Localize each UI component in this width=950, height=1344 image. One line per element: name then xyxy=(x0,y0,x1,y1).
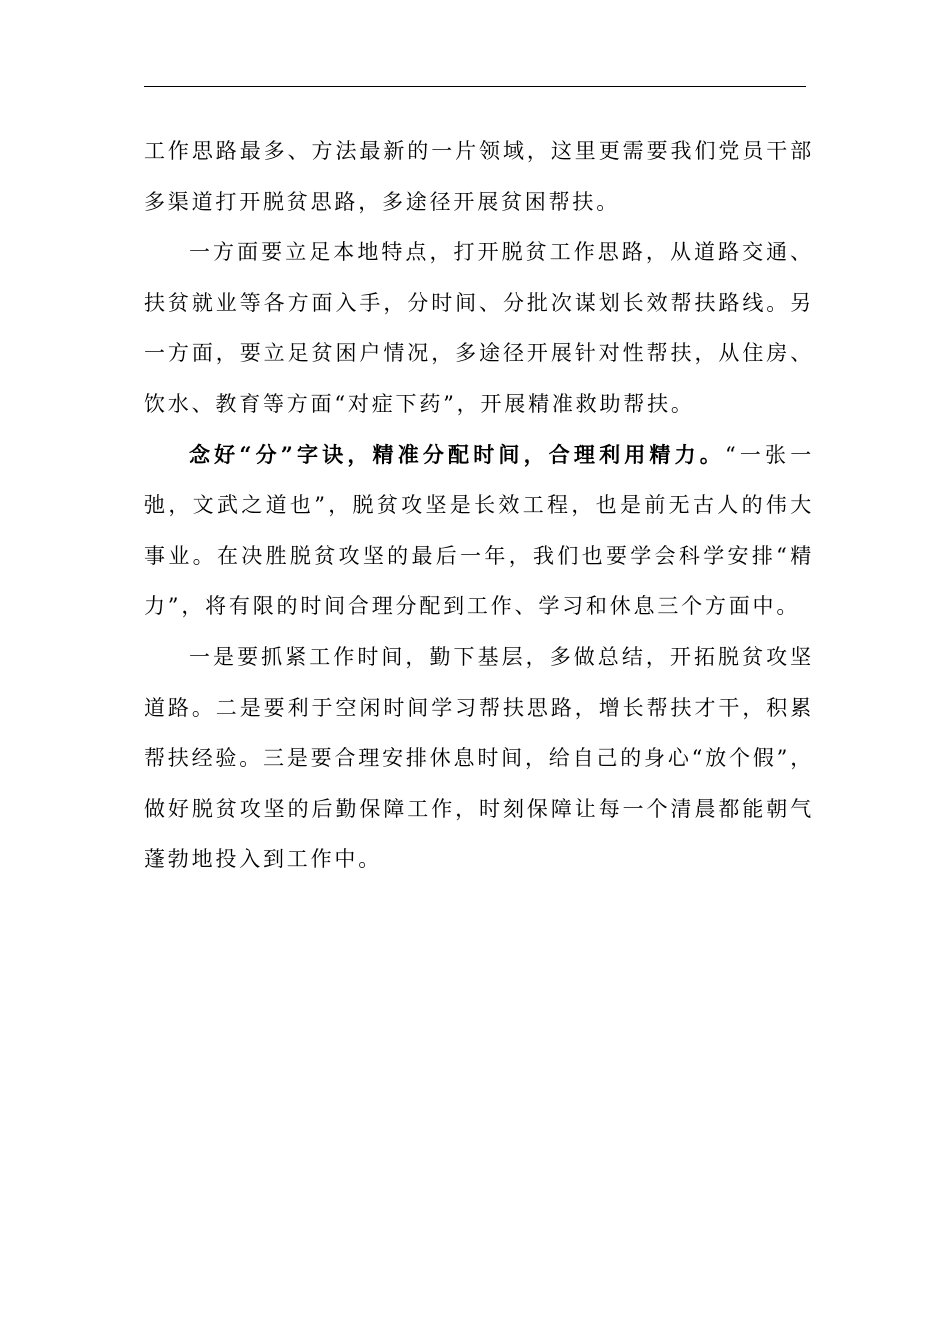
paragraph-4 xyxy=(144,632,814,885)
paragraph-3 xyxy=(144,430,814,632)
paragraph-text: “一张一弛，文武之道也”，脱贫攻坚是长效工程，也是前无古人的伟大事业。在决胜脱贫攻坚的最后一年，我们也要学会科学安排“精力”，将有限的时间合理分配到工作、学习和休息三个方面中。 xyxy=(144,442,814,619)
header-rule xyxy=(144,86,806,87)
paragraph-1 xyxy=(144,126,814,227)
paragraph-2 xyxy=(144,227,814,429)
paragraph-bold-lead: 念好“分”字诀，精准分配时间，合理利用精力。 xyxy=(189,441,725,467)
paragraph-text: 一方面要立足本地特点，打开脱贫工作思路，从道路交通、扶贫就业等各方面入手，分时间、分批次谋划长效帮扶路线。另一方面，要立足贫困户情况，多途径开展针对性帮扶，从住房、饮水、教育等方面“对症下药”，开展精准救助帮扶。 xyxy=(144,240,814,416)
paragraph-text: 工作思路最多、方法最新的一片领域，这里更需要我们党员干部多渠道打开脱贫思路，多途径开展贫困帮扶。 xyxy=(144,139,814,214)
document-body xyxy=(144,126,814,885)
paragraph-text: 一是要抓紧工作时间，勤下基层，多做总结，开拓脱贫攻坚道路。二是要利于空闲时间学习帮扶思路，增长帮扶才干，积累帮扶经验。三是要合理安排休息时间，给自己的身心“放个假”，做好脱贫攻坚的后勤保障工作，时刻保障让每一个清晨都能朝气蓬勃地投入到工作中。 xyxy=(144,644,814,872)
